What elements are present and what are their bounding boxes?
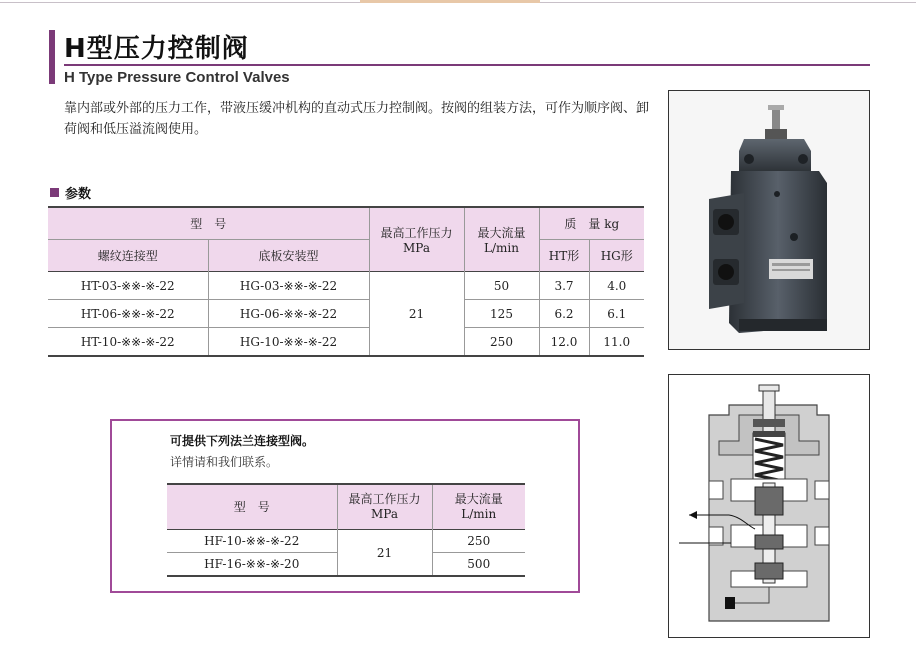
flange-header-pressure-label: 最高工作压力 xyxy=(348,492,421,506)
header-flow xyxy=(464,207,539,272)
header-flow-label: 最大流量 xyxy=(477,226,526,240)
flange-note-title: 可提供下列法兰连接型阀。 xyxy=(170,434,315,448)
header-thread: 螺纹连接型 xyxy=(48,240,208,272)
params-table xyxy=(48,206,644,357)
cell-flow: 50 xyxy=(464,272,539,300)
page-title: H型压力控制阀 xyxy=(64,34,249,64)
header-flow-unit: L/min xyxy=(484,241,519,255)
cell-plate-model: HG-03-※※-※-22 xyxy=(208,272,369,300)
flange-header-pressure xyxy=(337,484,432,530)
valve-photo-frame xyxy=(668,90,870,350)
title-underline xyxy=(64,64,870,66)
intro-paragraph: 靠内部或外部的压力工作，带液压缓冲机构的直动式压力控制阀。按阀的组装方法，可作为顺序阀、卸荷阀和低压溢流阀使用。 xyxy=(64,101,650,137)
flange-cell-pressure: 21 xyxy=(337,530,432,577)
cell-thread-model: HT-10-※※-※-22 xyxy=(48,328,208,357)
flange-cell-flow: 250 xyxy=(432,530,525,553)
valve-cross-section-icon xyxy=(669,375,869,637)
top-accent-line xyxy=(360,0,540,3)
cell-pressure: 21 xyxy=(369,272,464,357)
valve-section-frame xyxy=(668,374,870,638)
section-heading-params xyxy=(50,183,91,202)
flange-header-flow xyxy=(432,484,525,530)
header-pressure xyxy=(369,207,464,272)
title-accent-bar xyxy=(49,30,55,84)
section-heading-label: 参数 xyxy=(65,187,92,202)
table-row xyxy=(48,272,644,300)
cell-mass-hg: 6.1 xyxy=(589,300,644,328)
flange-header-flow-unit: L/min xyxy=(461,507,497,521)
header-mass xyxy=(539,207,644,240)
flange-table xyxy=(167,483,525,577)
square-bullet-icon xyxy=(50,188,59,197)
header-pressure-unit: MPa xyxy=(403,241,430,255)
header-pressure-label: 最高工作压力 xyxy=(380,226,453,240)
flange-cell-flow: 500 xyxy=(432,553,525,577)
header-model: 型 号 xyxy=(48,207,369,240)
cell-thread-model: HT-03-※※-※-22 xyxy=(48,272,208,300)
table-row xyxy=(48,300,644,328)
flange-header-pressure-unit: MPa xyxy=(371,507,398,521)
cell-flow: 125 xyxy=(464,300,539,328)
cell-mass-hg: 4.0 xyxy=(589,272,644,300)
valve-photo-icon xyxy=(669,91,869,349)
header-plate: 底板安装型 xyxy=(208,240,369,272)
header-hg: HG形 xyxy=(589,240,644,272)
header-mass-unit: kg xyxy=(604,217,620,231)
cell-thread-model: HT-06-※※-※-22 xyxy=(48,300,208,328)
cell-plate-model: HG-10-※※-※-22 xyxy=(208,328,369,357)
table-row xyxy=(48,328,644,357)
flange-cell-model: HF-16-※※-※-20 xyxy=(167,553,337,577)
page-subtitle: H Type Pressure Control Valves xyxy=(64,69,290,86)
cell-mass-hg: 11.0 xyxy=(589,328,644,357)
cell-mass-ht: 6.2 xyxy=(539,300,589,328)
flange-header-flow-label: 最大流量 xyxy=(454,492,503,506)
flange-cell-model: HF-10-※※-※-22 xyxy=(167,530,337,553)
table-row xyxy=(167,530,525,553)
header-ht: HT形 xyxy=(539,240,589,272)
flange-header-model: 型 号 xyxy=(167,484,337,530)
cell-flow: 250 xyxy=(464,328,539,357)
flange-note-contact: 详情请和我们联系。 xyxy=(170,455,279,469)
cell-mass-ht: 3.7 xyxy=(539,272,589,300)
header-mass-label: 质 量 xyxy=(564,217,601,231)
cell-mass-ht: 12.0 xyxy=(539,328,589,357)
cell-plate-model: HG-06-※※-※-22 xyxy=(208,300,369,328)
